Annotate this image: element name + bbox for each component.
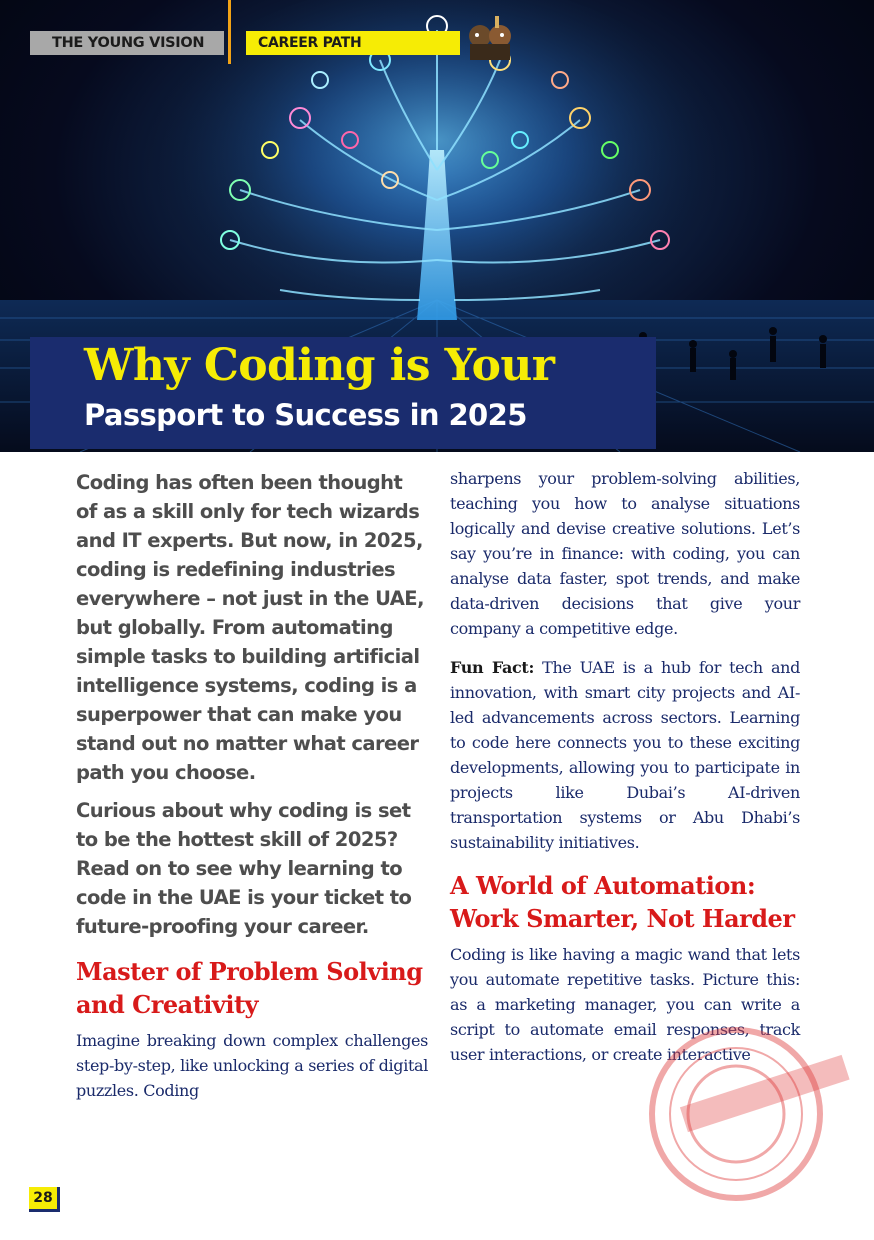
section-tag: CAREER PATH bbox=[246, 31, 460, 55]
page-subtitle: Passport to Success in 2025 bbox=[84, 398, 527, 432]
page-number: 28 bbox=[29, 1187, 60, 1212]
mascot-icon bbox=[462, 14, 518, 62]
section-heading-automation: A World of Automation: Work Smarter, Not Harder bbox=[450, 871, 795, 933]
right-column bbox=[450, 466, 800, 1067]
header-divider bbox=[228, 0, 231, 64]
watermark-stamp bbox=[640, 1022, 854, 1204]
fun-fact-text: The UAE is a hub for tech and innovation, with smart city projects and AI-led advancements across sectors. Learning to code here connects you to these exciting developments, allowing you to participate in projects like Dubai’s AI-driven transportation systems or Abu Dhabi’s sustainability initiatives. bbox=[450, 658, 801, 852]
publication-tag: THE YOUNG VISION bbox=[30, 31, 224, 55]
intro-paragraph: Coding has often been thought of as a skill only for tech wizards and IT experts. But now, in 2025, coding is redefining industries everywhere – not just in the UAE, but globally. From automating simple tasks to building artificial intelligence systems, coding is a superpower that can make you stand out no matter what career path you choose. bbox=[76, 471, 424, 784]
left-column bbox=[76, 468, 428, 1103]
page-title: Why Coding is Your bbox=[84, 340, 555, 391]
intro-paragraph: Curious about why coding is set to be the hottest skill of 2025? Read on to see why learning to code in the UAE is your ticket to future-proofing your career. bbox=[76, 799, 412, 938]
section-body-continued: sharpens your problem-solving abilities, teaching you how to analyse situations logically and devise creative solutions. Let’s say you’re in finance: with coding, you can analyse data faster, spot trends, and make data-driven decisions that give your company a competitive edge. bbox=[450, 469, 800, 638]
fun-fact bbox=[450, 655, 800, 855]
section-body: Imagine breaking down complex challenges step-by-step, like unlocking a series of digital puzzles. Coding bbox=[76, 1031, 428, 1100]
section-body: Coding is like having a magic wand that lets you automate repetitive tasks. Picture this: as a marketing manager, you can write a script to automate email responses, track user interactions, or create interactive bbox=[450, 945, 800, 1064]
section-heading-problem-solving: Master of Problem Solving and Creativity bbox=[76, 957, 423, 1019]
fun-fact-label: Fun Fact: bbox=[450, 658, 535, 677]
